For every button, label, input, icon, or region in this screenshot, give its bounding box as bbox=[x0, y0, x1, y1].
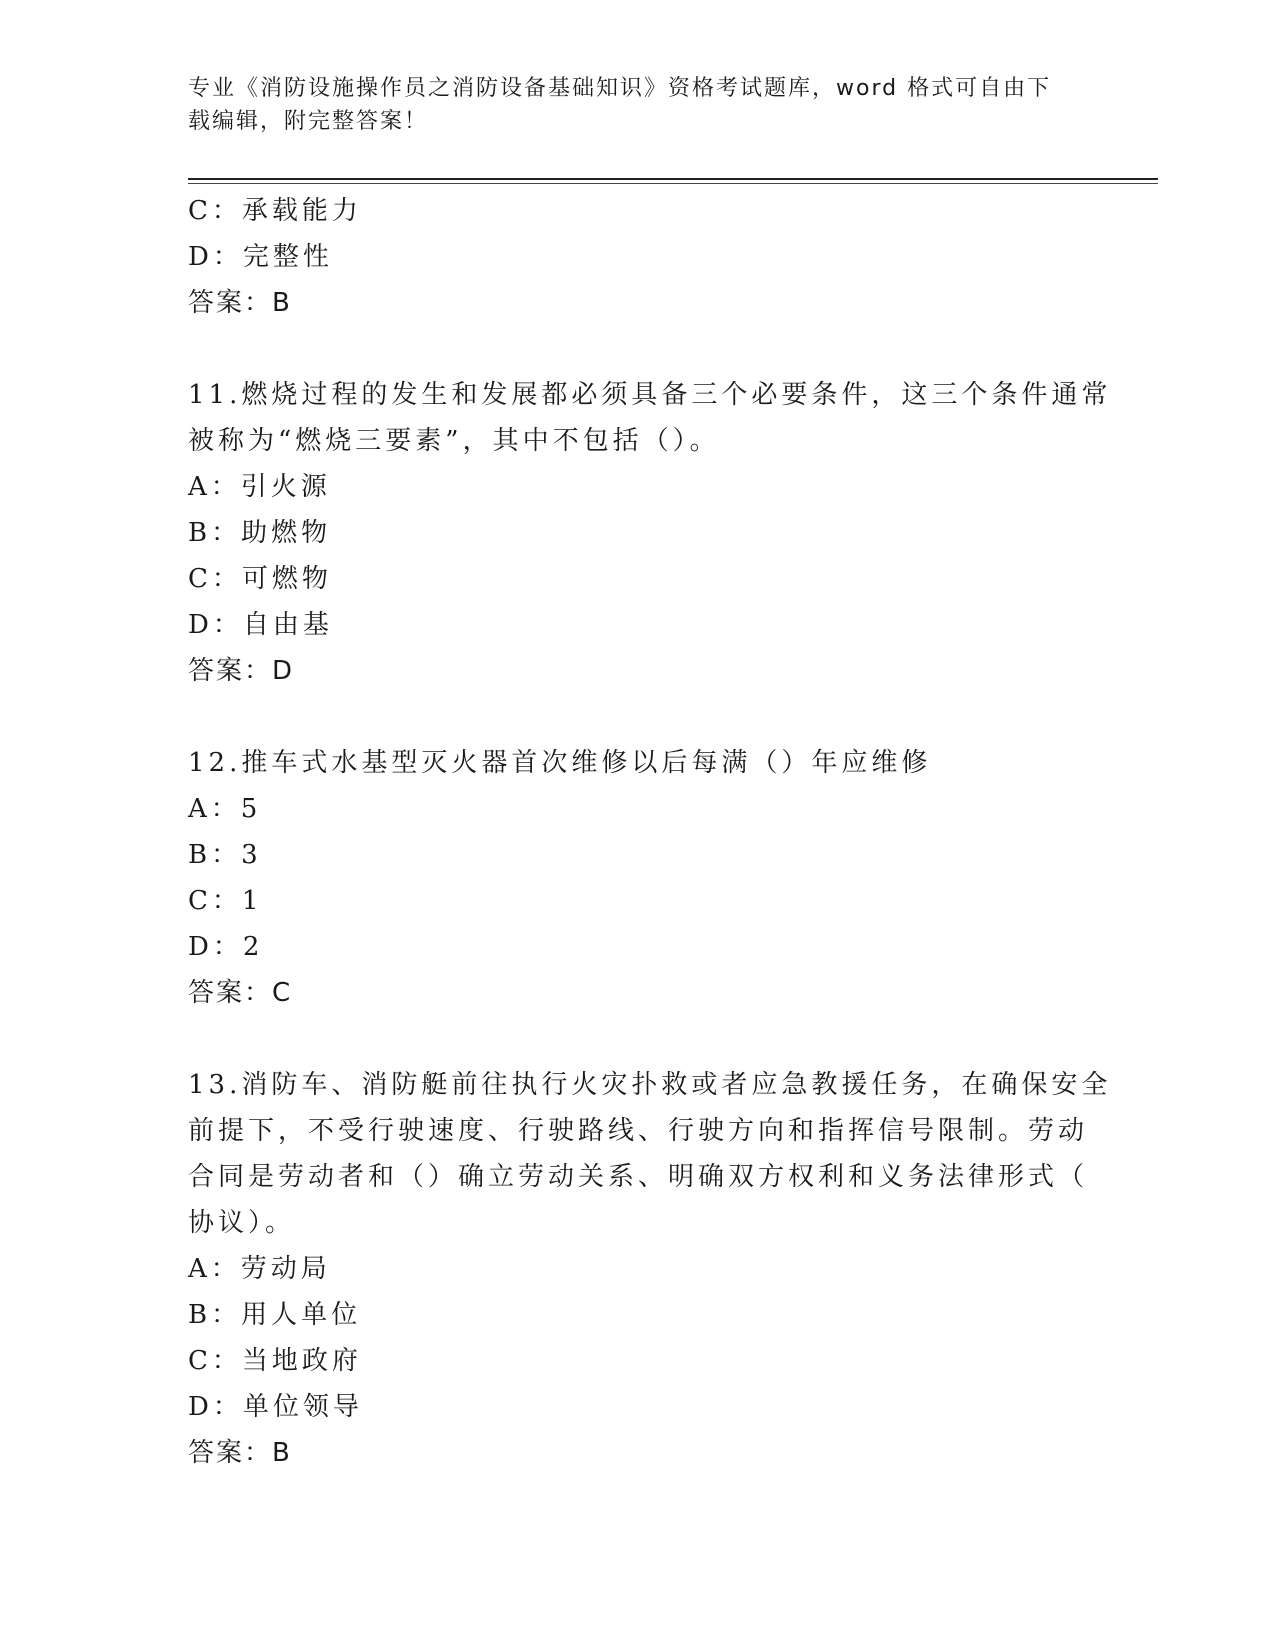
question-text-line: 被称为“燃烧三要素”，其中不包括（）。 bbox=[188, 426, 720, 456]
option-text: 当地政府 bbox=[241, 1346, 362, 1376]
option-d bbox=[188, 234, 1088, 280]
option-c bbox=[188, 878, 1088, 924]
question-text-line: 13.消防车、消防艇前往执行火灾扑救或者应急教援任务，在确保安全 bbox=[188, 1070, 1112, 1100]
option-label: D： bbox=[188, 932, 243, 962]
option-a bbox=[188, 464, 1088, 510]
option-text: 5 bbox=[240, 794, 262, 824]
option-label: B： bbox=[188, 1300, 242, 1330]
option-c bbox=[188, 556, 1088, 602]
header-divider-thick bbox=[188, 178, 1158, 180]
spacer bbox=[188, 326, 1088, 372]
question-block-12 bbox=[188, 740, 1088, 1016]
option-label: A： bbox=[188, 794, 241, 824]
question-block-13 bbox=[188, 1062, 1112, 1476]
answer-line: 答案：C bbox=[188, 978, 293, 1008]
option-text: 1 bbox=[241, 886, 263, 916]
question-list bbox=[188, 188, 1112, 1476]
option-label: B： bbox=[188, 518, 242, 548]
option-label: C： bbox=[188, 196, 242, 226]
option-text: 3 bbox=[241, 840, 262, 870]
option-text: 可燃物 bbox=[241, 564, 332, 594]
option-label: C： bbox=[188, 1346, 242, 1376]
option-label: D： bbox=[188, 1392, 243, 1422]
question-block-11 bbox=[188, 372, 1112, 694]
header-divider-thin bbox=[188, 183, 1158, 184]
question-block-continued bbox=[188, 188, 1088, 326]
option-text: 用人单位 bbox=[241, 1300, 362, 1330]
option-label: C： bbox=[188, 886, 242, 916]
option-text: 引火源 bbox=[240, 472, 331, 502]
spacer bbox=[188, 694, 1088, 740]
question-text-line: 协议）。 bbox=[188, 1208, 296, 1238]
option-text: 助燃物 bbox=[241, 518, 332, 548]
option-label: D： bbox=[188, 242, 243, 272]
option-d bbox=[188, 924, 1088, 970]
question-text-line: 合同是劳动者和（）确立劳动关系、明确双方权利和义务法律形式（ bbox=[188, 1162, 1089, 1192]
option-text: 单位领导 bbox=[242, 1392, 363, 1422]
option-d bbox=[188, 602, 1088, 648]
option-text: 承载能力 bbox=[241, 196, 362, 226]
question-text-line: 11.燃烧过程的发生和发展都必须具备三个必要条件，这三个条件通常 bbox=[188, 380, 1112, 410]
option-label: B： bbox=[188, 840, 242, 870]
option-b bbox=[188, 510, 1088, 556]
option-b bbox=[188, 832, 1088, 878]
option-text: 2 bbox=[242, 932, 264, 962]
option-label: D： bbox=[188, 610, 243, 640]
option-text: 完整性 bbox=[242, 242, 333, 272]
answer-line: 答案：B bbox=[188, 1438, 292, 1468]
header-line-1: 专业《消防设施操作员之消防设备基础知识》资格考试题库，word 格式可自由下 bbox=[188, 76, 1052, 101]
option-c bbox=[188, 1338, 1088, 1384]
question-text-line: 12.推车式水基型灭火器首次维修以后每满（）年应维修 bbox=[188, 748, 932, 778]
option-b bbox=[188, 1292, 1088, 1338]
option-label: A： bbox=[188, 1254, 241, 1284]
option-text: 劳动局 bbox=[240, 1254, 331, 1284]
question-text-line: 前提下，不受行驶速度、行驶路线、行驶方向和指挥信号限制。劳动 bbox=[188, 1116, 1089, 1146]
answer-line: 答案：D bbox=[188, 656, 295, 686]
option-a bbox=[188, 786, 1088, 832]
option-label: A： bbox=[188, 472, 241, 502]
option-c bbox=[188, 188, 1088, 234]
document-header bbox=[188, 72, 1068, 138]
header-line-2: 载编辑，附完整答案！ bbox=[188, 109, 429, 134]
option-text: 自由基 bbox=[242, 610, 333, 640]
spacer bbox=[188, 1016, 1088, 1062]
option-label: C： bbox=[188, 564, 242, 594]
option-a bbox=[188, 1246, 1088, 1292]
answer-line: 答案：B bbox=[188, 288, 292, 318]
option-d bbox=[188, 1384, 1088, 1430]
